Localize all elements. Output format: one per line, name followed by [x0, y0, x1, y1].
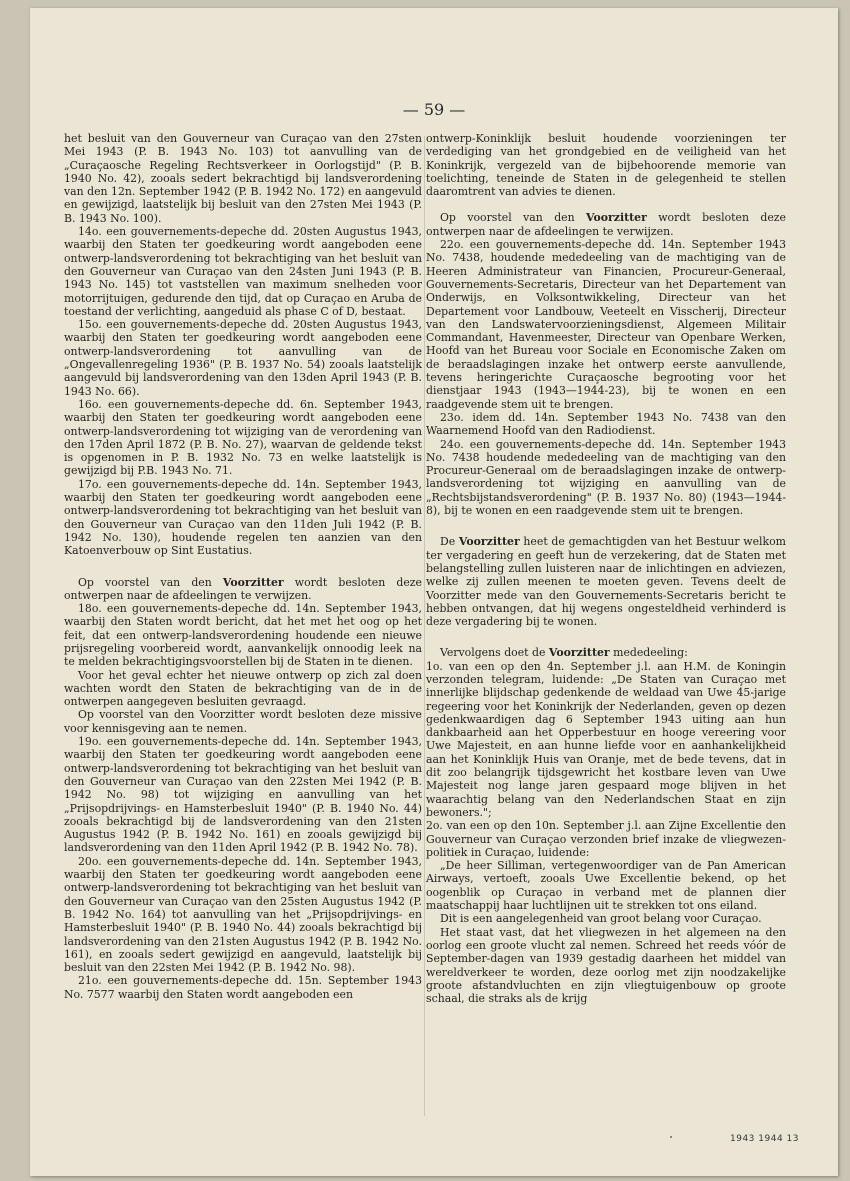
paragraph: 16o. een gouvernements-depeche dd. 6n. September 1943, waarbij den Staten ter goedkeuring wordt aangeboden eene ontwerp-landsverordening tot wijziging van de verordening van den 17den April 1872 (P. B. No. 27), waarvan de geldende tekst is opgenomen in P. B. 1932 No. 73 en welke laatstelijk is gewijzigd bij P.B. 1943 No. 71.: [64, 397, 422, 478]
paragraph: 2o. van een op den 10n. September j.l. aan Zijne Excellentie den Gouverneur van Curaçao verzonden brief inzake de vliegwezen-politiek in Curaçao, luidende:: [426, 819, 786, 859]
text-run: Vervolgens doet de: [440, 646, 549, 660]
bold-text: Voorzitter: [222, 575, 284, 589]
bold-text: Voorzitter: [458, 535, 520, 549]
text-run: heet de gemachtigden van het Bestuur welkom ter vergadering en geeft hun de verzekering, dat de Staten met belangstelling zullen luisteren naar de inlichtingen en adviezen, welke zij zullen meenen te moeten geven. Tevens deelt de Voorzitter mede van den Gouvernements-Secretaris bericht te hebben ontvangen, dat hij wegens ongesteldheid verhinderd is deze vergadering bij te wonen.: [426, 535, 787, 629]
text-run: Op voorstel van den: [78, 575, 223, 589]
paragraph: 1o. van een op den 4n. September j.l. aan H.M. de Koningin verzonden telegram, luidende: „De Staten van Curaçao met innerlijke blijdschap gedenkende de weldaad van Uwe 45-jarige regeering voor het Koninkrijk der Nederlanden, geven op dezen gedenkwaardigen dag 6 September 1943 uiting aan hun dankbaarheid aan het Opperbestuur en hooge vereering voor Uwe Majesteit, en aan hunne liefde voor en aanhankelijkheid aan het Koninklijk Huis van Oranje, met de bede tevens, dat in dit zoo belangrijk tijdsgewricht het kostbare leven van Uwe Majesteit nog lange jaren gespaard moge blijven in het waarachtig belang van den Nederlandschen Staat en zijn bewoners.";: [426, 659, 786, 819]
paragraph: Het staat vast, dat het vliegwezen in het algemeen na den oorlog een groote vlucht zal nemen. Schreed het reeds vóór de September-dagen van 1939 gestadig daarheen het middel van wereldverkeer te worden, deze oorlog met zijn noodzakelijke groote afstandvluchten en zijn vliegtuigenbouw op groote schaal, die straks als de krijg: [426, 925, 786, 1006]
text-run: wordt besloten deze ontwerpen naar de afdeelingen te verwijzen.: [426, 211, 786, 238]
column-divider: [424, 136, 425, 1116]
bold-text: Voorzitter: [548, 646, 610, 660]
paragraph: [426, 211, 786, 238]
paragraph: Dit is een aangelegenheid van groot belang voor Curaçao.: [440, 912, 762, 926]
paragraph: 22o. een gouvernements-depeche dd. 14n. September 1943 No. 7438, houdende mededeeling van de machtiging van de Heeren Administrateur van Financien, Procureur-Generaal, Gouvernements-Secretaris, Directeur van het Departement van Onderwijs, en Volksontwikkeling, Directeur van het Departement voor Landbouw, Veeteelt en Visscherij, Directeur van den Landswatervoorzieningsdienst, Algemeen Militair Commandant, Havenmeester, Directeur van Openbare Werken, Hoofd van het Bureau voor Sociale en Economische Zaken om de beraadslagingen inzake het ontwerp eerste aanvullende, tevens heringerichte Curaçaosche begrooting voor het dienstjaar 1943 (1943—1944-23), bij te wonen en een raadgevende stem uit te brengen.: [426, 238, 786, 411]
right-column: [426, 132, 786, 1005]
document-page: [30, 8, 838, 1176]
footer-code: 1943 1944 13: [730, 1134, 799, 1144]
paragraph: 15o. een gouvernements-depeche dd. 20sten Augustus 1943, waarbij den Staten ter goedkeuring wordt aangeboden eene ontwerp-landsverordening tot aanvulling van de „Ongevallenregeling 1936" (P. B. 1937 No. 54) zooals laatstelijk aangevuld bij landsverordening van den 13den April 1943 (P. B. 1943 No. 66).: [64, 318, 422, 398]
paragraph: Voor het geval echter het nieuwe ontwerp op zich zal doen wachten wordt den Staten de bekrachtiging van de in de ontwerpen aangegeven besluiten gevraagd.: [64, 668, 422, 709]
paragraph: Op voorstel van den Voorzitter wordt besloten deze missive voor kennisgeving aan te nemen.: [64, 708, 422, 735]
paragraph: ontwerp-Koninklijk besluit houdende voorzieningen ter verdediging van het grondgebied en de veiligheid van het Koninkrijk, vergezeld van de bijbehoorende memorie van toelichting, teneinde de Staten in de gelegenheid te stellen daaromtrent van advies te dienen.: [426, 132, 786, 199]
paper-speck: [670, 1136, 672, 1138]
paragraph: 20o. een gouvernements-depeche dd. 14n. September 1943, waarbij den Staten ter goedkeuring wordt aangeboden eene ontwerp-landsverordening tot bekrachtiging van het besluit van den Gouverneur van Curaçao van den 25sten Augustus 1942 (P. B. 1942 No. 164) tot aanvulling van het „Prijsopdrijvings- en Hamsterbesluit 1940" (P. B. 1940 No. 44) zooals bekrachtigd bij landsverordening van den 21sten Augustus 1942 (P. B. 1942 No. 161), en zooals sedert gewijzigd en aangevuld, laatstelijk bij besluit van den 22sten Mei 1942 (P. B. 1942 No. 98).: [64, 854, 422, 975]
paragraph: 18o. een gouvernements-depeche dd. 14n. September 1943, waarbij den Staten wordt bericht, dat het met het oog op het feit, dat een ontwerp-landsverordening houdende een nieuwe prijsregeling voorbereid wordt, aanvankelijk onnoodig leek na te melden bekrachtigingsvoorstellen bij de Staten in te dienen.: [64, 602, 422, 669]
paragraph: „De heer Silliman, vertegenwoordiger van de Pan American Airways, vertoeft, zooals Uwe Excellentie bekend, op het oogenblik op Curaçao in verband met de plannen dier maatschappij haar luchtlijnen uit te strekken tot ons eiland.: [426, 859, 786, 913]
text-run: Op voorstel van den: [440, 211, 587, 225]
paragraph: 21o. een gouvernements-depeche dd. 15n. September 1943 No. 7577 waarbij den Staten wordt aangeboden een: [64, 974, 422, 1001]
paragraph: het besluit van den Gouverneur van Curaçao van den 27sten Mei 1943 (P. B. 1943 No. 103) tot aanvulling van de „Curaçaosche Regeling Rechtsverkeer in Oorlogstijd" (P. B. 1940 No. 42), zooals sedert bekrachtigd bij landsverordening van den 12n. September 1942 (P. B. 1942 No. 172) en aangevuld en gewijzigd, laatstelijk bij besluit van den 27sten Mei 1943 (P. B. 1943 No. 100).: [64, 132, 422, 225]
page-number: — 59 —: [402, 100, 466, 119]
text-run: mededeeling:: [609, 646, 688, 660]
paragraph: 19o. een gouvernements-depeche dd. 14n. September 1943, waarbij den Staten ter goedkeuring wordt aangeboden eene ontwerp-landsverordening tot bekrachtiging van het besluit van den Gouverneur van Curaçao van den 22sten Mei 1942 (P. B. 1942 No. 98) tot wijziging en aanvulling van het „Prijsopdrijvings- en Hamsterbesluit 1940" (P. B. 1940 No. 44) zooals bekrachtigd bij de landsverordening van den 21sten Augustus 1942 (P. B. 1942 No. 161) en zooals gewijzigd bij landsverordening van den 11den April 1942 (P. B. 1942 No. 78).: [64, 735, 422, 855]
paragraph: 24o. een gouvernements-depeche dd. 14n. September 1943 No. 7438 houdende mededeeling van de machtiging van den Procureur-Generaal om de beraadslagingen inzake de ontwerp-landsverordening tot wijziging en aanvulling van de „Rechtsbijstandsverordening" (P. B. 1937 No. 80) (1943—1944-8), bij te wonen en een raadgevende stem uit te brengen.: [426, 437, 786, 518]
text-run: wordt besloten deze ontwerpen naar de afdeelingen te verwijzen.: [64, 575, 422, 602]
left-column: [64, 132, 422, 1001]
paragraph: [64, 576, 422, 603]
paragraph: 14o. een gouvernements-depeche dd. 20sten Augustus 1943, waarbij den Staten ter goedkeuring wordt aangeboden eene ontwerp-landsverordening tot bekrachtiging van het besluit van den Gouverneur van Curaçao van den 24sten Juni 1943 (P. B. 1943 No. 145) tot vaststellen van maximum snelheden voor motorrijtuigen, gedurende den tijd, dat op Curaçao en Aruba de toestand der verlichting, aangeduid als phase C of D, bestaat.: [64, 225, 422, 318]
bold-text: Voorzitter: [586, 211, 647, 225]
text-run: De: [440, 535, 459, 549]
paragraph: 17o. een gouvernements-depeche dd. 14n. September 1943, waarbij den Staten ter goedkeuring wordt aangeboden eene ontwerp-landsverordening tot bekrachtiging van het besluit van den Gouverneur van Curaçao van den 11den Juli 1942 (P. B. 1942 No. 130), houdende regelen ten aanzien van den Katoenverbouw op Sint Eustatius.: [64, 477, 422, 558]
paragraph: [426, 646, 786, 659]
paragraph: [426, 535, 786, 628]
paragraph: 23o. idem dd. 14n. September 1943 No. 7438 van den Waarnemend Hoofd van den Radiodienst.: [426, 410, 786, 438]
